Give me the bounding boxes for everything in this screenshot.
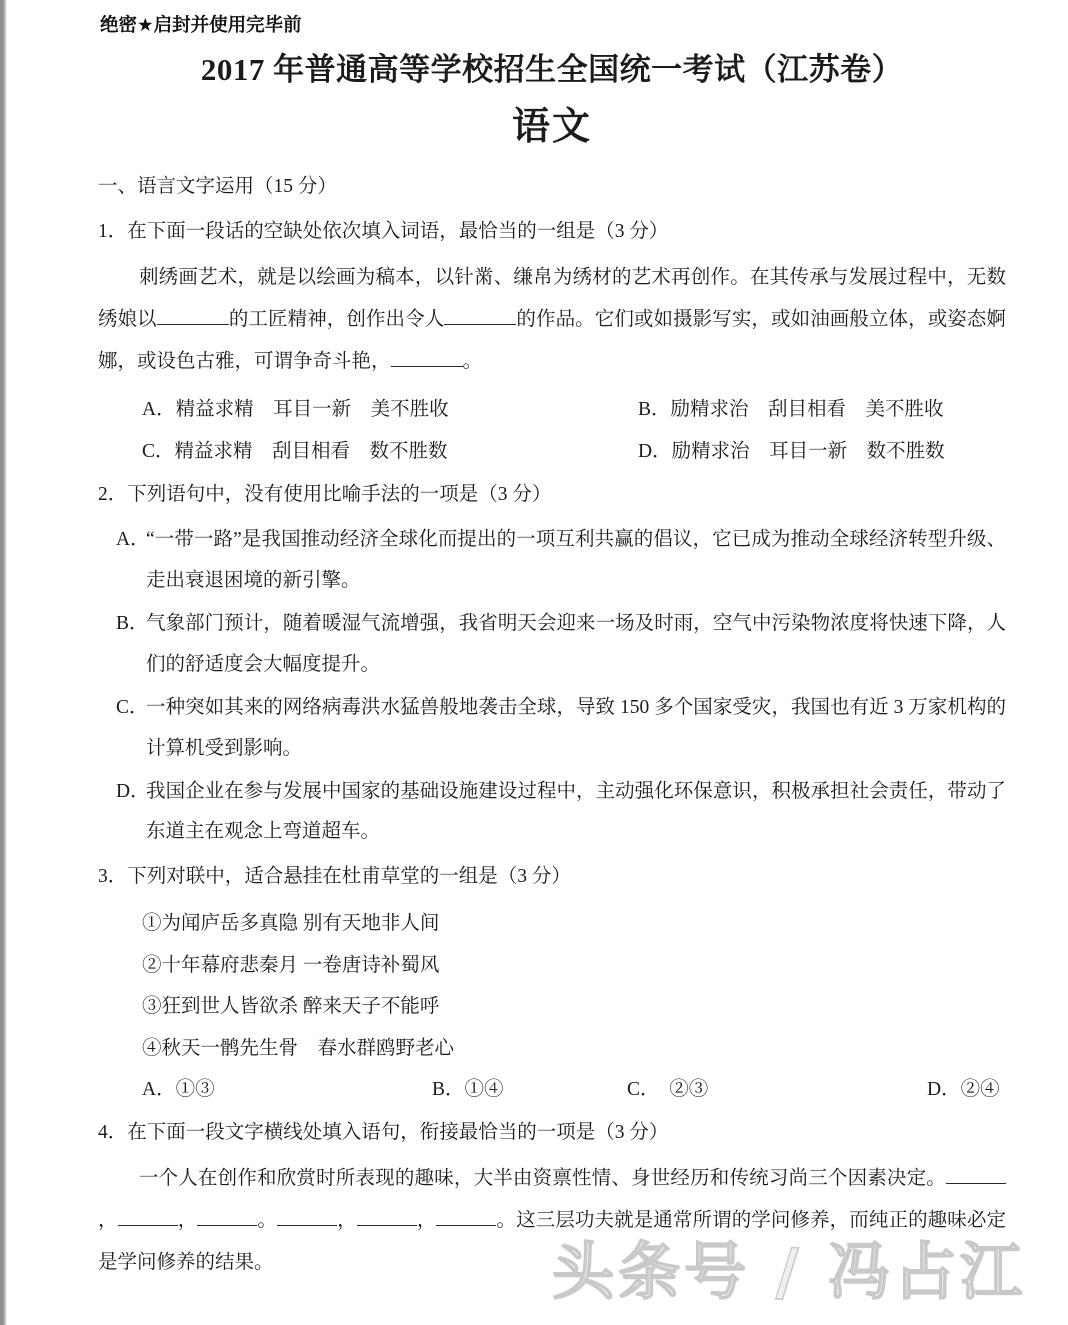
q1-passage-seg-6: 。 [462,350,483,372]
q1-option-d[interactable]: D．励精求治 耳目一新 数不胜数 [638,440,945,462]
q4-punct-6: 。 [496,1210,517,1232]
confidential-notice: 绝密★启封并使用完毕前 [100,15,302,36]
q3-option-c[interactable]: C． ②③ [627,1079,709,1101]
q2-option-c-label: C． [116,696,149,718]
question-4-stem: 4．在下面一段文字横线处填入语句，衔接最恰当的一项是（3 分） [98,1122,669,1144]
q2-option-d[interactable] [98,772,1006,854]
question-4-passage [98,1158,1006,1284]
q4-blank-2[interactable] [118,1225,178,1226]
q3-couplet-1: ①为闻庐岳多真隐 别有天地非人间 [142,912,440,934]
q1-passage-seg-2: 绣娘以 [98,309,157,331]
q2-option-b-label: B． [116,612,149,634]
q2-option-c-text: 一种突如其来的网络病毒洪水猛兽般地袭击全球，导致 150 多个国家受灾，我国也有近 3 万家机构的计算机受到影响。 [146,696,1006,759]
q2-option-a[interactable] [98,520,1006,602]
q1-blank-2[interactable] [444,324,516,325]
q1-passage-seg-1: 刺绣画艺术，就是以绘画为稿本，以针黹、缣帛为绣材的艺术再创作。在其传承与发展过程中，无数 [138,267,1006,289]
question-3-stem: 3．下列对联中，适合悬挂在杜甫草堂的一组是（3 分） [98,866,571,888]
q4-blank-4[interactable] [277,1225,337,1226]
q4-blank-5[interactable] [357,1225,417,1226]
q4-punct-3: 。 [257,1210,278,1232]
q2-option-a-label: A． [116,528,150,550]
q4-passage-tail: 这三层功夫就是通常所谓的学问修养，而纯正的趣味必定是学问修养的结果。 [98,1210,1006,1274]
q1-blank-3[interactable] [391,366,463,367]
q3-option-b[interactable]: B．①④ [432,1079,504,1101]
question-3-options [98,1070,1006,1111]
q4-passage-lead: 一个人在创作和欣赏时所表现的趣味，大半由资禀性情、身世经历和传统习尚三个因素决定。 [138,1168,946,1190]
q2-option-d-label: D． [116,780,150,802]
q4-blank-1[interactable] [946,1183,1006,1184]
page-edge-shadow [0,0,7,1325]
document-page [7,0,1068,1325]
q4-punct-2: ， [177,1210,198,1232]
q2-option-b-text: 气象部门预计，随着暖湿气流增强，我省明天会迎来一场及时雨，空气中污染物浓度将快速下降，人们的舒适度会大幅度提升。 [146,612,1006,675]
q2-option-b[interactable] [98,604,1006,686]
q1-blank-1[interactable] [157,324,229,325]
question-1-stem: 1．在下面一段话的空缺处依次填入词语，最恰当的一组是（3 分） [98,220,669,242]
q2-option-a-text: “一带一路”是我国推动经济全球化而提出的一项互利共赢的倡议，它已成为推动全球经济转型升级、走出衰退困境的新引擎。 [146,528,1006,591]
q2-option-d-text: 我国企业在参与发展中国家的基础设施建设过程中，主动强化环保意识，积极承担社会责任，带动了东道主在观念上弯道超车。 [146,780,1006,843]
question-2-stem: 2．下列语句中，没有使用比喻手法的一项是（3 分） [98,483,552,505]
q2-option-c[interactable] [98,688,1006,770]
section-heading: 一、语言文字运用（15 分） [98,175,337,197]
q1-option-b[interactable]: B．励精求治 刮目相看 美不胜收 [638,398,944,420]
subject-title: 语文 [511,105,592,148]
q1-passage-seg-3: 的工匠精神，创作出令人 [228,309,445,331]
page-title: 2017 年普通高等学校招生全国统一考试（江苏卷） [200,51,904,87]
q1-passage-seg-5: 或设色古雅，可谓争奇斗艳， [137,350,391,372]
q4-blank-3[interactable] [197,1225,257,1226]
q4-punct-1: ， [98,1210,118,1232]
q4-punct-4: ， [337,1210,357,1232]
q3-couplet-2: ②十年幕府悲秦月 一卷唐诗补蜀风 [142,954,440,976]
q3-option-d[interactable]: D．②④ [927,1079,1000,1101]
question-1-options [98,389,1006,473]
q1-option-a[interactable]: A．精益求精 耳目一新 美不胜收 [142,398,449,420]
question-1-passage [98,257,1006,383]
q1-passage-seg-4: 的作品。它们或如摄影写实，或如油画般立体，或姿态婀娜， [98,309,1006,372]
q4-blank-6[interactable] [436,1225,496,1226]
q4-punct-5: ， [416,1210,437,1232]
q1-option-c[interactable]: C．精益求精 刮目相看 数不胜数 [142,440,448,462]
q3-couplet-4: ④秋天一鹘先生骨 春水群鸥野老心 [142,1038,455,1060]
q3-couplet-3: ③狂到世人皆欲杀 醉来天子不能呼 [142,996,440,1018]
q3-option-a[interactable]: A．①③ [142,1079,215,1101]
